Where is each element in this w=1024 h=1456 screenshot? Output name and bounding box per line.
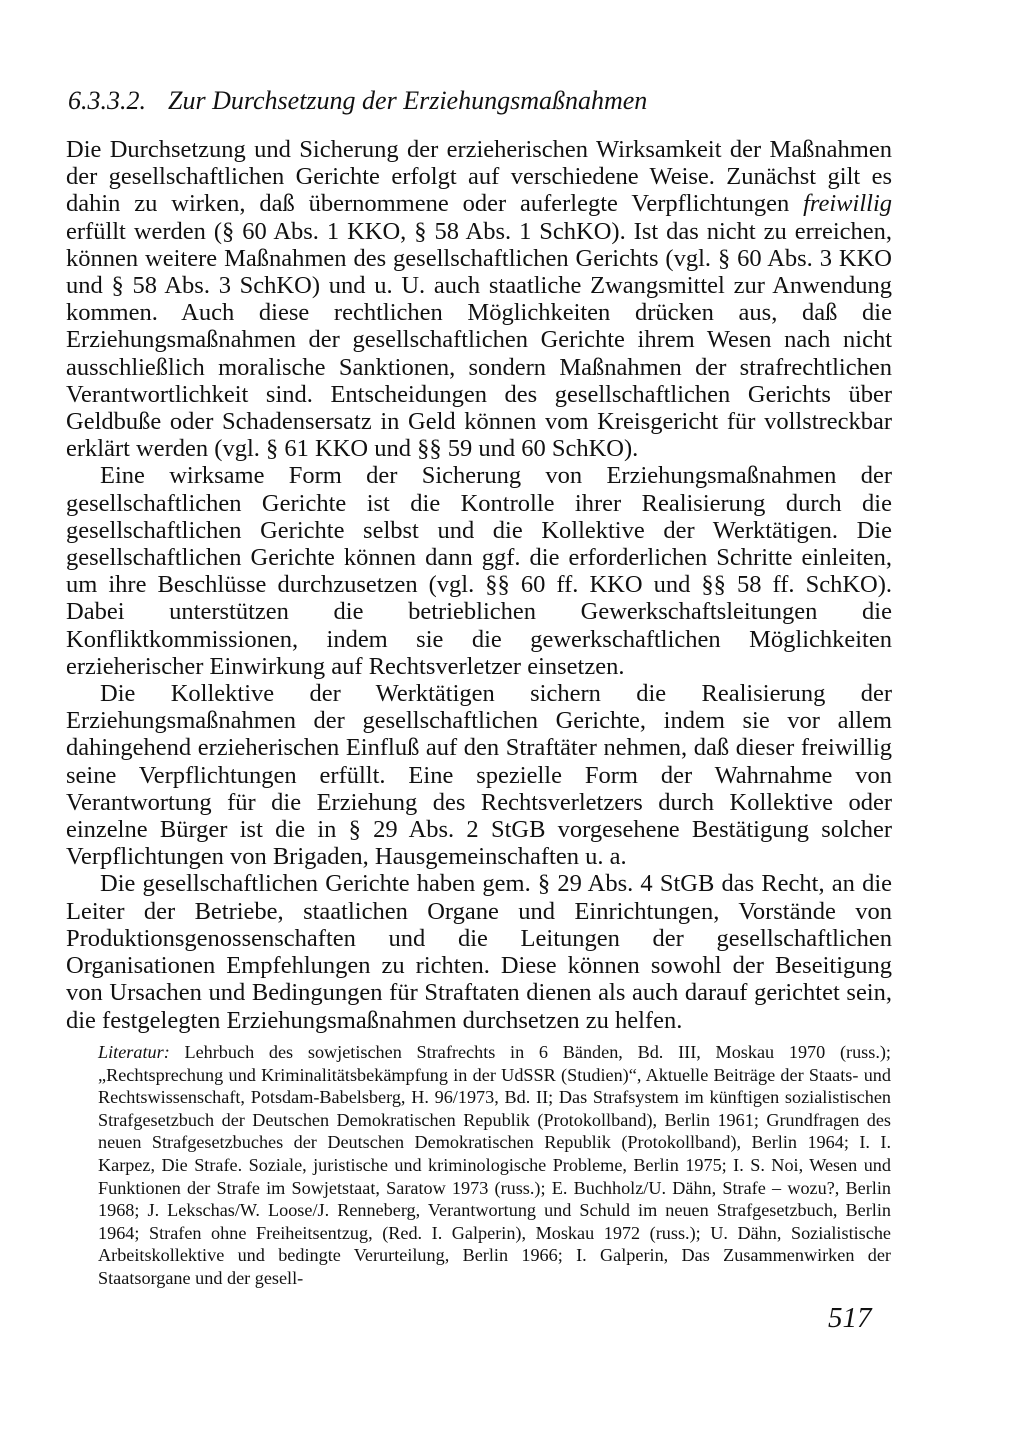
literature-text: Lehrbuch des sowjetischen Strafrechts in 6 Bänden, Bd. III, Moskau 1970 (russ.); „Rechtsprechung und Kriminalitätsbekämpfung in der UdSSR (Studien)“, Aktuelle Beiträge der Staats- und Rechtswissenschaft, Potsdam-Babelsberg, H. 96/1973, Bd. II; Das Strafsystem im künftigen sozialistischen Strafgesetzbuch der Deutschen Demokratischen Republik (Protokollband), Berlin 1961; Grundfragen des neuen Strafgesetzbuches der Deutschen Demokratischen Republik (Protokollband), Berlin 1964; I. I. Karpez, Die Strafe. Soziale, juristische und kriminologische Probleme, Berlin 1975; I. S. Noi, Wesen und Funktionen der Strafe im Sowjetstaat, Saratow 1973 (russ.); E. Buchholz/U. Dähn, Strafe – wozu?, Berlin 1968; J. Lekschas/W. Loose/J. Renneberg, Verantwortung und Schuld im neuen Strafgesetzbuch, Berlin 1964; Strafen ohne Freiheitsentzug, (Red. I. Galperin), Moskau 1972 (russ.); U. Dähn, Sozialistische Arbeitskollektive und bedingte Verurteilung, Berlin 1966; I. Galperin, Das Zusammenwirken der Staatsorgane und der gesell- — [98, 1042, 891, 1288]
section-number: 6.3.3.2. — [68, 86, 146, 115]
main-body — [66, 136, 892, 1034]
paragraph-3: Die Kollektive der Werktätigen sichern die Realisierung der Erziehungsmaßnahmen der gesellschaftlichen Gerichte, indem sie vor allem dahingehend erzieherischen Einfluß auf den Straftäter nehmen, daß dieser freiwillig seine Verpflichtungen erfüllt. Eine spezielle Form der Wahrnahme von Verantwortung für die Erziehung des Rechtsverletzers durch Kollektive oder einzelne Bürger ist die in § 29 Abs. 2 StGB vorgesehene Bestätigung solcher Verpflichtungen von Brigaden, Hausgemeinschaften u. a. — [66, 680, 892, 871]
emphasis-freiwillig: freiwillig — [803, 190, 892, 218]
literature-block — [98, 1041, 891, 1290]
section-title: Zur Durchsetzung der Erziehungsmaßnahmen — [168, 86, 648, 115]
literature-label: Literatur: — [98, 1042, 170, 1062]
paragraph-1-text-a: Die Durchsetzung und Sicherung der erzieherischen Wirksamkeit der Maßnahmen der gesellschaftlichen Gerichte erfolgt auf verschiedene Weise. Zunächst gilt es dahin zu wirken, daß übernommene oder auferlegte Verpflichtungen — [66, 136, 892, 218]
paragraph-4: Die gesellschaftlichen Gerichte haben gem. § 29 Abs. 4 StGB das Recht, an die Leiter der Betriebe, staatlichen Organe und Einrichtungen, Vorstände von Produktionsgenossenschaften und die Leitungen der gesellschaftlichen Organisationen Empfehlungen zu richten. Diese können sowohl der Beseitigung von Ursachen und Bedingungen für Straftaten dienen als auch darauf gerichtet sein, die festgelegten Erziehungsmaßnahmen durchsetzen zu helfen. — [66, 870, 892, 1034]
paragraph-2: Eine wirksame Form der Sicherung von Erziehungsmaßnahmen der gesellschaftlichen Gerichte ist die Kontrolle ihrer Realisierung durch die gesellschaftlichen Gerichte selbst und die Kollektive der Werktätigen. Die gesellschaftlichen Gerichte können dann ggf. die erforderlichen Schritte einleiten, um ihre Beschlüsse durchzusetzen (vgl. §§ 60 ff. KKO und §§ 58 ff. SchKO). Dabei unterstützen die betrieblichen Gewerkschaftsleitungen die Konfliktkommissionen, indem sie die gewerkschaftlichen Möglichkeiten erzieherischer Einwirkung auf Rechtsverletzer einsetzen. — [66, 462, 892, 680]
page-number: 517 — [828, 1302, 872, 1334]
section-heading — [68, 86, 948, 116]
paragraph-1-text-b: erfüllt werden (§ 60 Abs. 1 KKO, § 58 Abs. 1 SchKO). Ist das nicht zu erreichen, können weitere Maßnahmen des gesellschaftlichen Gerichts (vgl. § 60 Abs. 3 KKO und § 58 Abs. 3 SchKO) und u. U. auch staatliche Zwangsmittel zur Anwendung kommen. Auch diese rechtlichen Möglichkeiten drücken aus, daß die Erziehungsmaßnahmen der gesellschaftlichen Gerichte ihrem Wesen nach nicht ausschließlich moralische Sanktionen, sondern Maßnahmen der strafrechtlichen Verantwortlichkeit sind. Entscheidungen des gesellschaftlichen Gerichts über Geldbuße oder Schadensersatz in Geld können vom Kreisgericht für vollstreckbar erklärt werden (vgl. § 61 KKO und §§ 59 und 60 SchKO). — [66, 217, 892, 463]
paragraph-1 — [66, 136, 892, 462]
